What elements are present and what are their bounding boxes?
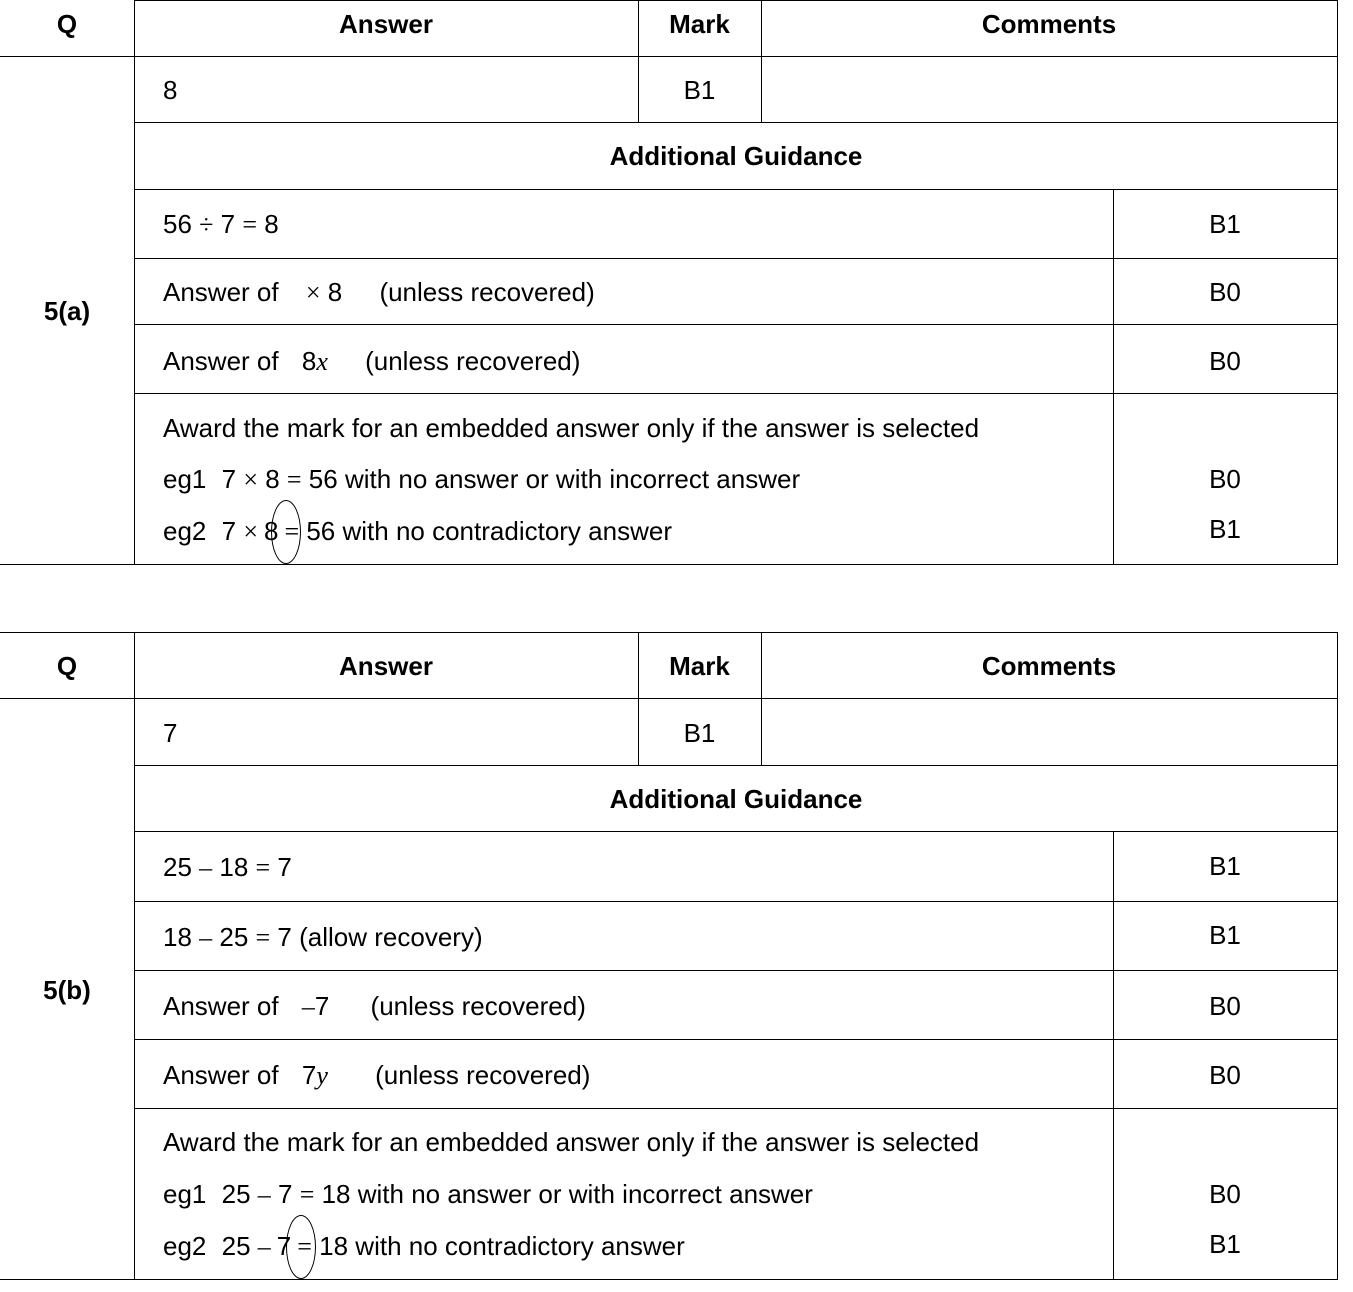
minus-sign: –	[199, 923, 213, 952]
guidance-lead: Answer of	[163, 991, 279, 1021]
selection-circle	[286, 1215, 316, 1279]
operand: 18	[163, 922, 200, 952]
example-2-mark: B1	[1209, 1229, 1241, 1259]
example-label: eg2	[163, 1231, 207, 1261]
guidance-tail: (unless recovered)	[365, 346, 581, 376]
guidance-mark: B1	[1209, 920, 1241, 950]
minus-sign: –	[301, 992, 315, 1021]
example-text: 18 with no answer or with incorrect answer	[314, 1179, 813, 1209]
example-1-mark: B0	[1209, 1179, 1241, 1209]
operand: 7	[213, 209, 243, 239]
guidance-mark: B1	[1209, 209, 1241, 239]
question-number: 5(a)	[43, 296, 91, 326]
answer-mark: B1	[683, 718, 716, 748]
example-text: 56 with no answer or with incorrect answer	[301, 464, 801, 494]
divide-sign: ÷	[199, 210, 214, 239]
guidance-mark: B0	[1209, 1060, 1241, 1090]
equals-sign: =	[242, 210, 258, 239]
example-label: eg1	[163, 1179, 207, 1209]
example-1-mark: B0	[1209, 464, 1241, 494]
result: 7	[270, 852, 292, 882]
guidance-row	[163, 209, 279, 240]
guidance-row	[163, 1060, 590, 1091]
operand: 25	[221, 1179, 258, 1209]
answer-mark: B1	[683, 75, 716, 105]
header-comments: Comments	[981, 651, 1117, 681]
guidance-row	[163, 922, 483, 953]
equals-sign: =	[286, 465, 302, 494]
header-answer: Answer	[339, 651, 433, 681]
operand: 7	[221, 464, 244, 494]
header-mark: Mark	[669, 9, 730, 39]
minus-sign: –	[257, 1180, 271, 1209]
answer-value: 8	[163, 75, 178, 105]
guidance-lead: Answer of	[163, 346, 279, 376]
embedded-rule: Award the mark for an embedded answer only if the answer is selected	[163, 413, 980, 443]
guidance-mark: B0	[1209, 346, 1241, 376]
result: 8	[257, 209, 279, 239]
circled-answer: 7	[276, 1231, 292, 1261]
operand: 7	[221, 516, 244, 546]
header-answer: Answer	[339, 9, 433, 39]
operand: 8	[257, 464, 287, 494]
expression-coefficient: 7	[301, 1060, 317, 1090]
example-label: eg2	[163, 516, 207, 546]
guidance-mark: B0	[1209, 277, 1241, 307]
header-mark: Mark	[669, 651, 730, 681]
expression-variable: x	[316, 347, 328, 376]
times-sign: ×	[243, 465, 258, 494]
question-number: 5(b)	[43, 975, 91, 1005]
equals-sign: =	[284, 517, 300, 546]
selection-circle	[271, 500, 301, 564]
example-1	[163, 464, 800, 495]
example-2-mark: B1	[1209, 514, 1241, 544]
guidance-row	[163, 346, 580, 377]
mark-scheme-table-5b	[0, 632, 1353, 1282]
circled-answer: 8	[263, 516, 279, 546]
guidance-lead: Answer of	[163, 277, 279, 307]
example-text: 18 with no contradictory answer	[311, 1231, 685, 1261]
example-1	[163, 1179, 813, 1210]
expression-variable: y	[316, 1061, 328, 1090]
guidance-row	[163, 991, 586, 1022]
times-sign: ×	[305, 278, 321, 307]
guidance-tail: (unless recovered)	[379, 277, 595, 307]
equals-sign: =	[297, 1232, 312, 1261]
minus-sign: –	[199, 853, 213, 882]
guidance-lead: Answer of	[163, 1060, 279, 1090]
expression-coefficient: 8	[301, 346, 317, 376]
operand: 25	[212, 922, 256, 952]
guidance-mark: B1	[1209, 851, 1241, 881]
header-q: Q	[56, 651, 78, 681]
mark-scheme-table-5a	[0, 0, 1353, 566]
example-2	[163, 516, 672, 547]
example-2	[163, 1231, 685, 1262]
equals-sign: =	[255, 853, 271, 882]
answer-value: 7	[163, 718, 178, 748]
guidance-tail: (unless recovered)	[375, 1060, 591, 1090]
minus-sign: –	[257, 1232, 271, 1261]
operand: 56	[163, 209, 200, 239]
example-text: 56 with no contradictory answer	[299, 516, 672, 546]
expression-value: 8	[320, 277, 343, 307]
example-label: eg1	[163, 464, 207, 494]
operand: 25	[221, 1231, 258, 1261]
expression-value: 7	[314, 991, 330, 1021]
guidance-row	[163, 277, 595, 308]
equals-sign: =	[299, 1180, 315, 1209]
guidance-title: Additional Guidance	[609, 784, 863, 814]
header-comments: Comments	[981, 9, 1117, 39]
guidance-row	[163, 852, 292, 883]
result: 7 (allow recovery)	[270, 922, 483, 952]
guidance-tail: (unless recovered)	[370, 991, 586, 1021]
operand: 25	[163, 852, 200, 882]
embedded-rule: Award the mark for an embedded answer only if the answer is selected	[163, 1127, 980, 1157]
guidance-mark: B0	[1209, 991, 1241, 1021]
guidance-title: Additional Guidance	[609, 141, 863, 171]
operand: 18	[212, 852, 256, 882]
equals-sign: =	[255, 923, 271, 952]
header-q: Q	[56, 9, 78, 39]
operand: 7	[270, 1179, 300, 1209]
times-sign: ×	[243, 517, 258, 546]
